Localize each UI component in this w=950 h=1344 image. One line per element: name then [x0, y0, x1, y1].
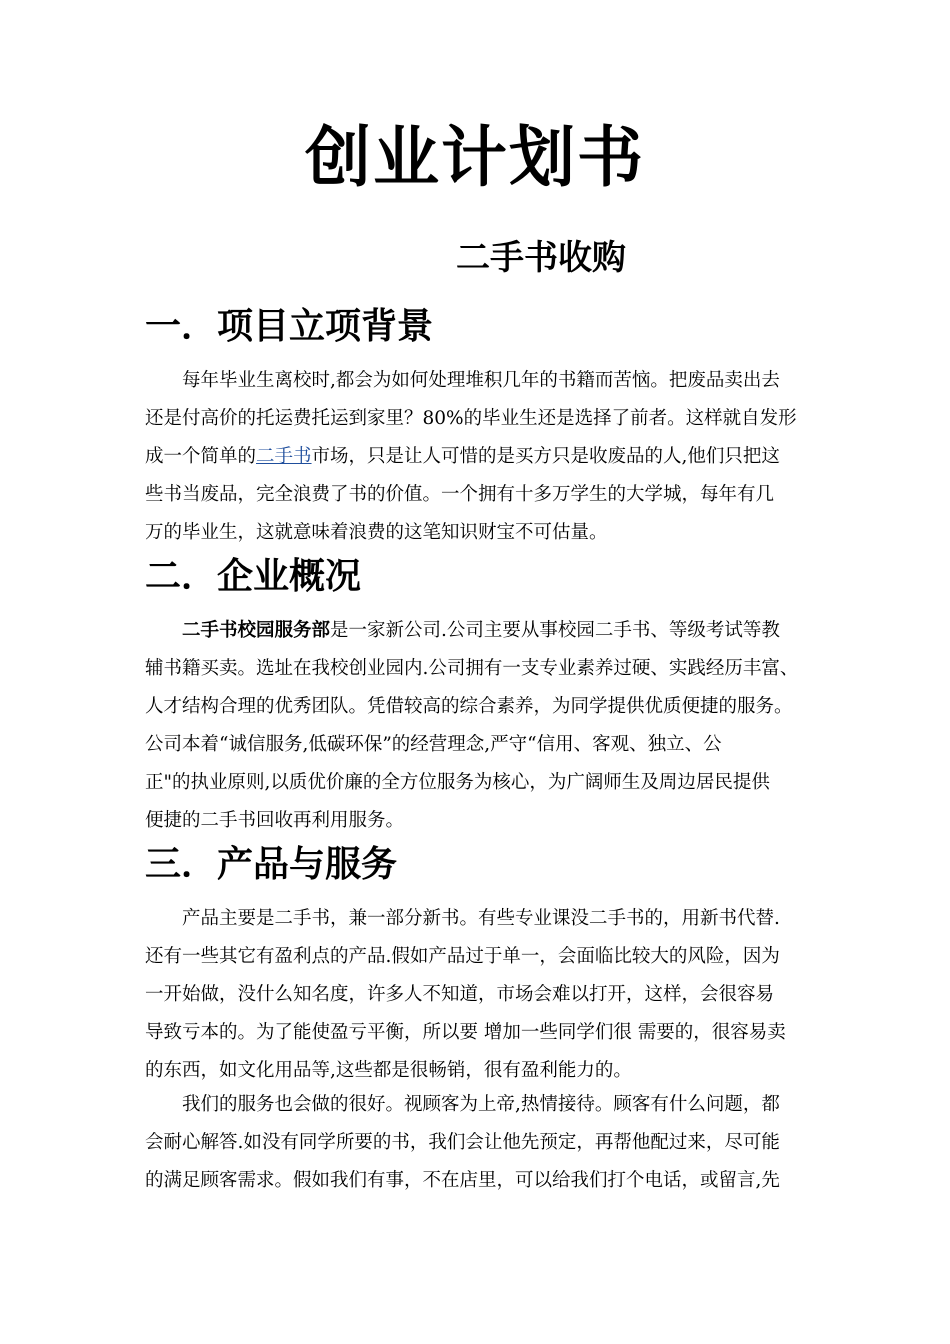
- paragraph-line: 每年毕业生离校时,都会为如何处理堆积几年的书籍而苦恼。把废品卖出去: [182, 370, 780, 391]
- section-heading-products: 三．产品与服务: [145, 844, 398, 885]
- company-name: 二手书校园服务部: [182, 620, 331, 641]
- paragraph-line: 公司本着“诚信服务,低碳环保”的经营理念,严守“信用、客观、独立、公: [145, 734, 722, 755]
- paragraph-line: 产品主要是二手书，兼一部分新书。有些专业课没二手书的，用新书代替.: [182, 908, 780, 929]
- paragraph-line: 我们的服务也会做的很好。视顾客为上帝,热情接待。顾客有什么问题，都: [182, 1094, 780, 1115]
- document-title: 创业计划书: [305, 119, 645, 196]
- paragraph-line: 导致亏本的。为了能使盈亏平衡，所以要 增加一些同学们很 需要的，很容易卖: [145, 1022, 786, 1043]
- paragraph-line: 还是付高价的托运费托运到家里？80%的毕业生还是选择了前者。这样就自发形: [145, 408, 797, 429]
- paragraph-text: 成一个简单的: [145, 446, 257, 467]
- paragraph-line: 一开始做，没什么知名度，许多人不知道，市场会难以打开，这样，会很容易: [145, 984, 775, 1005]
- paragraph-line: 会耐心解答.如没有同学所要的书，我们会让他先预定，再帮他配过来，尽可能: [145, 1132, 780, 1153]
- paragraph-line: 正"的执业原则,以质优价廉的全方位服务为核心，为广阔师生及周边居民提供: [145, 772, 770, 793]
- paragraph-services: [145, 1086, 815, 1200]
- paragraph-line: 的满足顾客需求。假如我们有事，不在店里，可以给我们打个电话，或留言,先: [145, 1170, 780, 1191]
- paragraph-line: [145, 612, 815, 650]
- paragraph-line: 便捷的二手书回收再利用服务。: [145, 810, 405, 831]
- paragraph-overview: [145, 612, 815, 840]
- paragraph-text: 是一家新公司.公司主要从事校园二手书、等级考试等教: [330, 620, 780, 641]
- paragraph-line: 还有一些其它有盈利点的产品.假如产品过于单一，会面临比较大的风险，因为: [145, 946, 780, 967]
- paragraph-background: [145, 362, 815, 552]
- section-heading-background: 一．项目立项背景: [145, 306, 434, 347]
- paragraph-line: 人才结构合理的优秀团队。凭借较高的综合素养，为同学提供优质便捷的服务。: [145, 696, 793, 717]
- paragraph-line: 辅书籍买卖。选址在我校创业园内.公司拥有一支专业素养过硬、实践经历丰富、: [145, 658, 799, 679]
- section-heading-overview: 二．企业概况: [145, 556, 362, 597]
- paragraph-text: 市场，只是让人可惜的是买方只是收废品的人,他们只把这: [311, 446, 780, 467]
- paragraph-line: 万的毕业生，这就意味着浪费的这笔知识财宝不可估量。: [145, 522, 608, 543]
- document-subtitle: 二手书收购: [456, 238, 626, 278]
- second-hand-book-link[interactable]: 二手书: [256, 446, 312, 467]
- paragraph-line: 些书当废品，完全浪费了书的价值。一个拥有十多万学生的大学城，每年有几: [145, 484, 775, 505]
- paragraph-line: [145, 438, 815, 476]
- paragraph-products: [145, 900, 815, 1090]
- paragraph-line: 的东西，如文化用品等,这些都是很畅销，很有盈利能力的。: [145, 1060, 632, 1081]
